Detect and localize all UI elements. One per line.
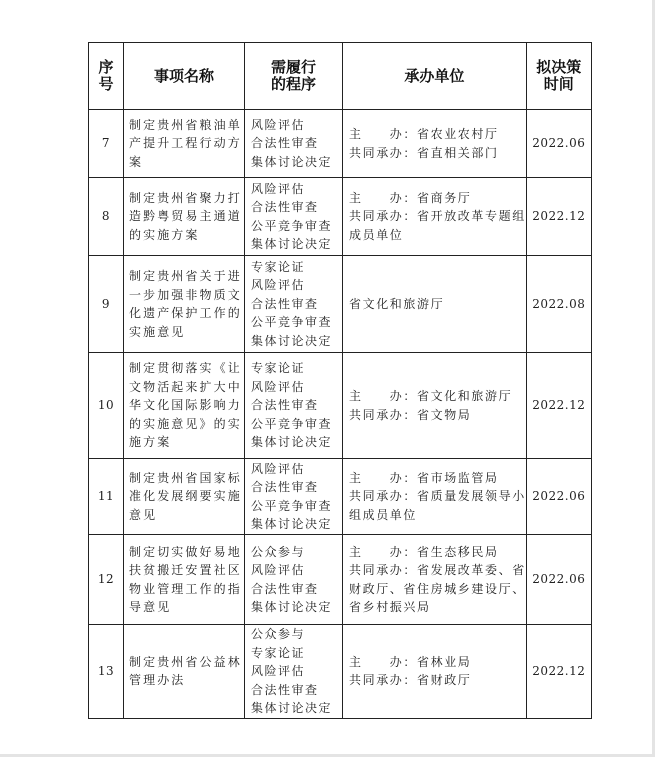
item-name-line: 案 [129, 154, 144, 169]
responsible-units [343, 178, 527, 256]
responsible-units-line: 主 办：省林业局 [349, 654, 472, 669]
procedures-line: 风险评估 [251, 181, 306, 196]
table-row [89, 110, 592, 178]
table-row [89, 256, 592, 353]
item-name-line: 的实施方案 [129, 227, 200, 242]
procedures-line: 集体讨论决定 [251, 435, 333, 450]
item-name-line: 造黔粤贸易主通道 [129, 209, 242, 224]
procedures-line: 公平竞争审查 [251, 416, 333, 431]
procedures-line: 风险评估 [251, 117, 306, 132]
responsible-units-line: 主 办：省商务厅 [349, 190, 472, 205]
procedures-line: 专家论证 [251, 361, 306, 376]
decision-date: 2022.06 [526, 535, 591, 625]
table-row [89, 353, 592, 459]
item-name [124, 353, 245, 459]
procedures-line: 合法性审查 [251, 398, 319, 413]
item-name-line: 化遗产保护工作的 [129, 306, 242, 320]
decision-date: 2022.06 [526, 459, 591, 535]
table-row [89, 625, 592, 719]
procedures-line: 风险评估 [251, 664, 306, 678]
procedures-line: 公平竞争审查 [251, 218, 333, 233]
item-name-line: 的实施意见》的实 [129, 416, 242, 431]
header-line: 号 [98, 75, 114, 93]
procedures [245, 178, 343, 256]
procedures-line: 合法性审查 [251, 200, 319, 214]
item-name-line: 管理办法 [129, 673, 186, 688]
item-name [124, 535, 245, 625]
header-seq [89, 43, 124, 110]
procedures-line: 集体讨论决定 [251, 701, 333, 715]
procedures-line: 公平竞争审查 [251, 315, 333, 330]
row-number: 7 [89, 110, 124, 178]
procedures [245, 459, 343, 535]
header-units [343, 43, 527, 110]
item-name-line: 制定贵州省粮油单 [129, 117, 242, 132]
responsible-units-line: 成员单位 [349, 227, 404, 242]
procedures-line: 风险评估 [251, 379, 306, 394]
responsible-units [343, 353, 527, 459]
procedures [245, 110, 343, 178]
item-name [124, 256, 245, 353]
header-line: 拟决策 [536, 58, 582, 76]
procedures-line: 合法性审查 [251, 480, 319, 494]
procedures [245, 535, 343, 625]
item-name-line: 准化发展纲要实施 [129, 489, 242, 504]
procedures-line: 专家论证 [251, 259, 306, 274]
decision-items-table [88, 42, 592, 719]
item-name-line: 意见 [129, 507, 158, 522]
item-name-line: 华文化国际影响力 [129, 398, 242, 413]
procedures-line: 集体讨论决定 [251, 237, 333, 251]
responsible-units [343, 535, 527, 625]
procedures-line: 公平竞争审查 [251, 498, 333, 513]
item-name-line: 物业管理工作的指 [129, 581, 242, 596]
procedures-line: 合法性审查 [251, 136, 319, 151]
procedures-line: 风险评估 [251, 563, 306, 577]
procedures-line: 风险评估 [251, 278, 306, 293]
responsible-units-line: 共同承办：省财政厅 [349, 673, 472, 688]
item-name [124, 178, 245, 256]
item-name-line: 制定贯彻落实《让 [129, 361, 242, 376]
item-name [124, 110, 245, 178]
procedures-line: 公众参与 [251, 544, 306, 559]
item-name [124, 459, 245, 535]
header-procedures [245, 43, 343, 110]
responsible-units [343, 256, 527, 353]
item-name-line: 扶贫搬迁安置社区 [129, 563, 242, 577]
row-number: 8 [89, 178, 124, 256]
procedures-line: 风险评估 [251, 461, 306, 476]
responsible-units [343, 110, 527, 178]
item-name-line: 施方案 [129, 435, 172, 450]
decision-date: 2022.12 [526, 625, 591, 719]
responsible-units-line: 共同承办：省开放改革专题组 [349, 209, 526, 224]
procedures-line: 集体讨论决定 [251, 517, 333, 531]
item-name-line: 制定贵州省公益林 [129, 654, 242, 669]
responsible-units-line: 组成员单位 [349, 507, 418, 522]
header-line: 事项名称 [153, 66, 214, 85]
item-name-line: 制定切实做好易地 [129, 544, 242, 559]
procedures-line: 集体讨论决定 [251, 154, 333, 169]
responsible-units-line: 省乡村振兴局 [349, 600, 431, 614]
responsible-units-line: 财政厅、省住房城乡建设厅、 [349, 581, 526, 596]
decision-date: 2022.12 [526, 353, 591, 459]
responsible-units-line: 主 办：省农业农村厅 [349, 127, 499, 141]
row-number: 10 [89, 353, 124, 459]
row-number: 9 [89, 256, 124, 353]
header-line: 需履行 [270, 58, 316, 76]
header-item-name [124, 43, 245, 110]
procedures [245, 353, 343, 459]
responsible-units-line: 共同承办：省发展改革委、省 [349, 563, 526, 577]
procedures-line: 合法性审查 [251, 296, 319, 311]
responsible-units-line: 主 办：省市场监管局 [349, 470, 499, 485]
responsible-units-line: 共同承办：省文物局 [349, 407, 472, 422]
responsible-units [343, 625, 527, 719]
item-name-line: 制定贵州省国家标 [129, 470, 242, 485]
decision-date: 2022.12 [526, 178, 591, 256]
header-line: 时间 [543, 75, 574, 93]
responsible-units [343, 459, 527, 535]
header-line: 序 [98, 58, 114, 76]
item-name-line: 一步加强非物质文 [129, 287, 242, 302]
responsible-units-line: 共同承办：省直相关部门 [349, 145, 499, 160]
row-number: 12 [89, 535, 124, 625]
table-row [89, 535, 592, 625]
header-line: 承办单位 [404, 66, 465, 85]
item-name-line: 实施意见 [129, 324, 186, 339]
item-name-line: 产提升工程行动方 [129, 136, 242, 151]
item-name-line: 制定贵州省关于进 [129, 269, 242, 283]
procedures-line: 集体讨论决定 [251, 333, 333, 348]
procedures [245, 256, 343, 353]
item-name-line: 导意见 [129, 600, 172, 614]
item-name-line: 文物活起来扩大中 [129, 379, 242, 394]
procedures-line: 公众参与 [251, 627, 306, 641]
procedures [245, 625, 343, 719]
header-line: 的程序 [270, 75, 316, 93]
table-row [89, 459, 592, 535]
header-decision-time [526, 43, 591, 110]
procedures-line: 集体讨论决定 [251, 600, 333, 614]
procedures-line: 合法性审查 [251, 581, 319, 596]
table-header-row [89, 43, 592, 110]
row-number: 11 [89, 459, 124, 535]
decision-date: 2022.06 [526, 110, 591, 178]
responsible-units-line: 主 办：省生态移民局 [349, 544, 499, 559]
decision-date: 2022.08 [526, 256, 591, 353]
procedures-line: 合法性审查 [251, 682, 319, 697]
responsible-units-line: 共同承办：省质量发展领导小 [349, 489, 526, 504]
responsible-units-line: 主 办：省文化和旅游厅 [349, 389, 513, 403]
table-row [89, 178, 592, 256]
row-number: 13 [89, 625, 124, 719]
responsible-units-line: 省文化和旅游厅 [349, 296, 445, 311]
item-name [124, 625, 245, 719]
procedures-line: 专家论证 [251, 645, 306, 660]
item-name-line: 制定贵州省聚力打 [129, 190, 242, 205]
